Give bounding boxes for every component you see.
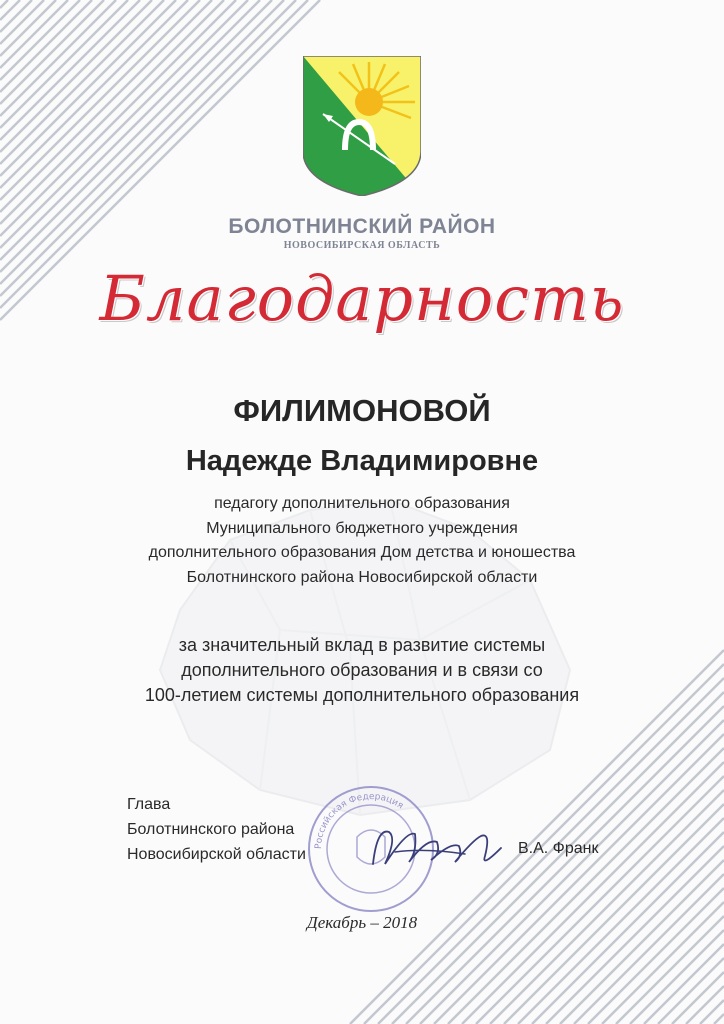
coat-of-arms-icon bbox=[303, 56, 421, 196]
award-reason bbox=[0, 633, 724, 708]
signatory-title-line: Новосибирской области bbox=[127, 846, 306, 863]
signatory-title bbox=[127, 792, 306, 867]
position-line: педагогу дополнительного образования bbox=[214, 495, 510, 512]
stamp-text: Российская Федерация bbox=[313, 791, 405, 850]
certificate-title: Благодарность bbox=[99, 262, 625, 335]
position-line: Болотнинского района Новосибирской области bbox=[186, 568, 538, 586]
position-line: Муниципального бюджетного учреждения bbox=[206, 519, 518, 537]
signatory-title-line: Глава bbox=[127, 796, 171, 813]
reason-line: дополнительного образования и в связи со bbox=[181, 660, 543, 680]
reason-line: 100-летием системы дополнительного образования bbox=[144, 685, 580, 705]
recipient-position bbox=[0, 492, 724, 590]
signatory-name: В.А. Франк bbox=[518, 840, 599, 857]
district-name: БОЛОТНИНСКИЙ РАЙОН bbox=[228, 215, 496, 238]
position-line: дополнительного образования Дом детства и юношества bbox=[148, 544, 576, 561]
region-name: НОВОСИБИРСКАЯ ОБЛАСТЬ bbox=[283, 240, 441, 251]
reason-line: за значительный вклад в развитие системы bbox=[178, 635, 546, 655]
handwritten-signature bbox=[355, 812, 515, 882]
recipient-name: Надежде Владимировне bbox=[185, 445, 539, 477]
issue-date: Декабрь – 2018 bbox=[306, 913, 418, 932]
signatory-title-line: Болотнинского района bbox=[127, 821, 295, 838]
recipient-surname: ФИЛИМОНОВОЙ bbox=[233, 393, 491, 428]
